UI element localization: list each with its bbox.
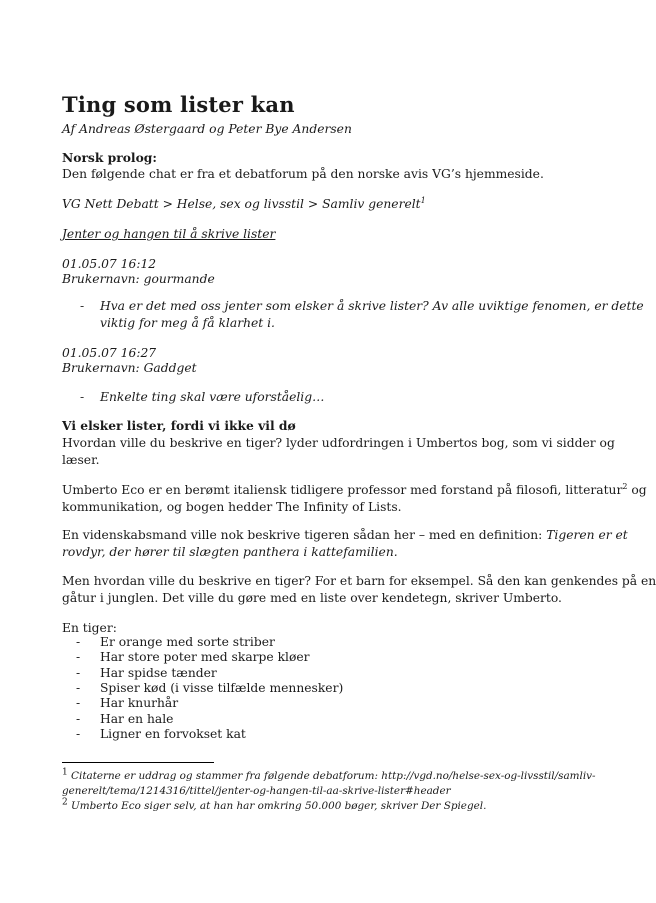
footnote-ref-2: 2 — [622, 481, 628, 491]
post-1-user: Brukernavn: gourmande — [62, 272, 215, 286]
paragraph-2-text: Umberto Eco er en berømt italiensk tidligere professor med forstand på filosofi, litteratur — [62, 483, 623, 497]
paragraph-4-line1: Men hvordan ville du beskrive en tiger? For et barn for eksempel. Så den kan genkendes på en — [62, 574, 656, 588]
footnote-1-number: 1 — [62, 767, 68, 778]
bullet-dash: - — [76, 680, 81, 695]
footnote-1-text: Citaterne er uddrag og stammer fra følgende debatforum: http://vgd.no/helse-sex-og-livsstil/samliv- — [71, 770, 596, 782]
paragraph-3-definition: Tigeren er et — [546, 528, 628, 542]
paragraph-2-line1 — [62, 482, 647, 498]
footnote-1-line2: generelt/tema/1214316/tittel/jenter-og-hangen-til-aa-skrive-lister#header — [62, 785, 451, 797]
list-item-text: Har knurhår — [100, 696, 179, 711]
list-item-text: Spiser kød (i visse tilfælde mennesker) — [100, 680, 344, 695]
paragraph-2-line2: kommunikation, og bogen hedder The Infinity of Lists. — [62, 500, 402, 514]
post-2-line1: Enkelte ting skal være uforståelig… — [100, 390, 325, 404]
bullet-dash: - — [76, 711, 81, 726]
list-item-text: Har store poter med skarpe kløer — [100, 650, 310, 665]
post-2-user: Brukernavn: Gaddget — [62, 361, 197, 375]
bullet-dash: - — [76, 635, 81, 649]
post-1-line2: viktig for meg å få klarhet i. — [100, 316, 275, 330]
list-item-text: Har en hale — [100, 711, 174, 726]
bullet-dash: - — [76, 696, 81, 711]
paragraph-2-text-end: og — [627, 483, 647, 497]
bullet-dash: - — [76, 650, 81, 665]
section-heading: Vi elsker lister, fordi vi ikke vil dø — [62, 418, 296, 433]
bullet-dash: - — [80, 299, 85, 313]
paragraph-4-line2: gåtur i junglen. Det ville du gøre med en liste over kendetegn, skriver Umberto. — [62, 591, 562, 605]
bullet-dash: - — [80, 390, 85, 404]
footnote-2-text: Umberto Eco siger selv, at han har omkring 50.000 bøger, skriver Der Spiegel. — [71, 800, 487, 812]
list-item-text: Er orange med sorte striber — [100, 635, 275, 649]
footnote-divider — [62, 762, 214, 763]
thread-title: Jenter og hangen til å skrive lister — [62, 227, 276, 241]
paragraph-1-line2: læser. — [62, 453, 100, 467]
list-item-text: Har spidse tænder — [100, 665, 217, 680]
breadcrumb-text: VG Nett Debatt > Helse, sex og livsstil > Samliv generelt — [62, 197, 421, 211]
forum-breadcrumb — [62, 196, 426, 212]
list-heading: En tiger: — [62, 621, 117, 635]
document-title: Ting som lister kan — [62, 92, 295, 117]
paragraph-3-text: En videnskabsmand ville nok beskrive tigeren sådan her – med en definition: — [62, 528, 547, 542]
post-1-line1: Hva er det med oss jenter som elsker å skrive lister? Av alle uviktige fenomen, er dette — [100, 299, 644, 313]
paragraph-3-line1 — [62, 527, 628, 543]
post-2-time: 01.05.07 16:27 — [62, 346, 157, 360]
paragraph-1-line1: Hvordan ville du beskrive en tiger? lyder udfordringen i Umbertos bog, som vi sidder og — [62, 436, 615, 450]
post-1-time: 01.05.07 16:12 — [62, 257, 157, 271]
footnote-2 — [62, 799, 486, 814]
byline: Af Andreas Østergaard og Peter Bye Andersen — [62, 122, 352, 136]
prolog-heading: Norsk prolog: — [62, 150, 157, 165]
bullet-dash: - — [76, 726, 81, 741]
list-item-text: Ligner en forvokset kat — [100, 726, 246, 741]
prolog-text: Den følgende chat er fra et debatforum på den norske avis VG’s hjemmeside. — [62, 167, 544, 181]
bullet-dash: - — [76, 665, 81, 680]
footnote-2-number: 2 — [62, 797, 68, 808]
footnote-1-line1 — [62, 769, 596, 784]
footnote-ref-1: 1 — [420, 195, 426, 205]
paragraph-3-line2: rovdyr, der hører til slægten panthera i kattefamilien. — [62, 545, 398, 559]
